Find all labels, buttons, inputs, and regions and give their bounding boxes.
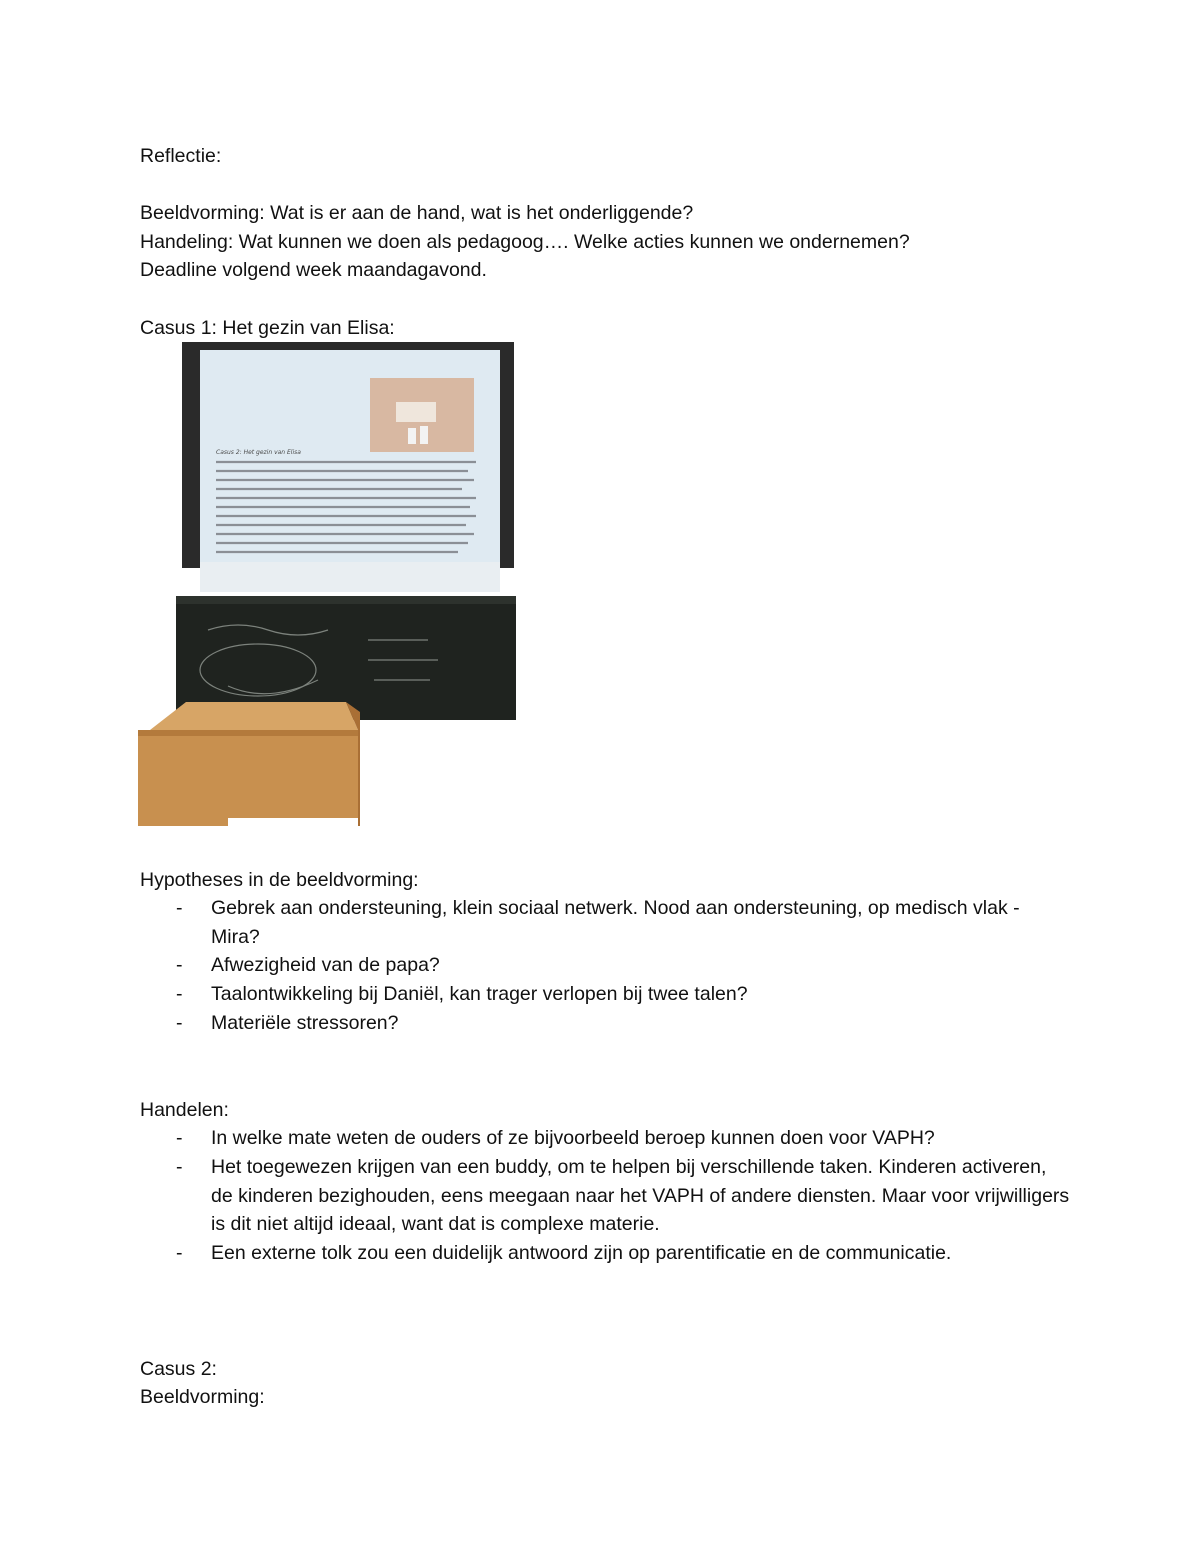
- classroom-photo: [138, 340, 518, 836]
- intro-deadline: Deadline volgend week maandagavond.: [140, 259, 487, 281]
- hypothesis-item: Materiële stressoren?: [211, 1012, 399, 1034]
- hypothesis-item: Gebrek aan ondersteuning, klein sociaal netwerk. Nood aan ondersteuning, op medisch vlak - Mira?: [211, 897, 1020, 948]
- bullet-dash: -: [176, 983, 183, 1005]
- case2-subtitle: Beeldvorming:: [140, 1386, 265, 1408]
- bullet-dash: -: [176, 954, 183, 976]
- bullet-dash: -: [176, 1242, 183, 1264]
- bullet-dash: -: [176, 897, 183, 919]
- bullet-dash: -: [176, 1012, 183, 1034]
- desk-front: [138, 730, 358, 826]
- action-item: In welke mate weten de ouders of ze bijvoorbeeld beroep kunnen doen voor VAPH?: [211, 1127, 935, 1149]
- intro-handeling: Handeling: Wat kunnen we doen als pedagoog…. Welke acties kunnen we ondernemen?: [140, 231, 910, 253]
- hypothesis-item: Taalontwikkeling bij Daniël, kan trager verlopen bij twee talen?: [211, 983, 748, 1005]
- bullet-dash: -: [176, 1156, 183, 1178]
- hypothesis-item: Afwezigheid van de papa?: [211, 954, 440, 976]
- actions-title: Handelen:: [140, 1099, 229, 1121]
- slide-title: Casus 2: Het gezin van Elisa: [216, 449, 301, 456]
- intro-beeldvorming: Beeldvorming: Wat is er aan de hand, wat is het onderliggende?: [140, 202, 694, 224]
- bullet-dash: -: [176, 1127, 183, 1149]
- action-item: Het toegewezen krijgen van een buddy, om te helpen bij verschillende taken. Kinderen activeren, de kinderen bezighouden, eens meegaan naar het VAPH of andere diensten. Maar voor vrijwilligers is dit niet altijd ideaal, want dat is complexe materie.: [211, 1156, 1070, 1235]
- case2-title: Casus 2:: [140, 1358, 217, 1380]
- chalkboard: [176, 596, 516, 720]
- page-heading: Reflectie:: [140, 145, 222, 167]
- hypotheses-title: Hypotheses in de beeldvorming:: [140, 869, 419, 891]
- action-item: Een externe tolk zou een duidelijk antwoord zijn op parentificatie en de communicatie.: [211, 1242, 952, 1264]
- desk-top: [150, 702, 358, 730]
- case1-title: Casus 1: Het gezin van Elisa:: [140, 317, 395, 339]
